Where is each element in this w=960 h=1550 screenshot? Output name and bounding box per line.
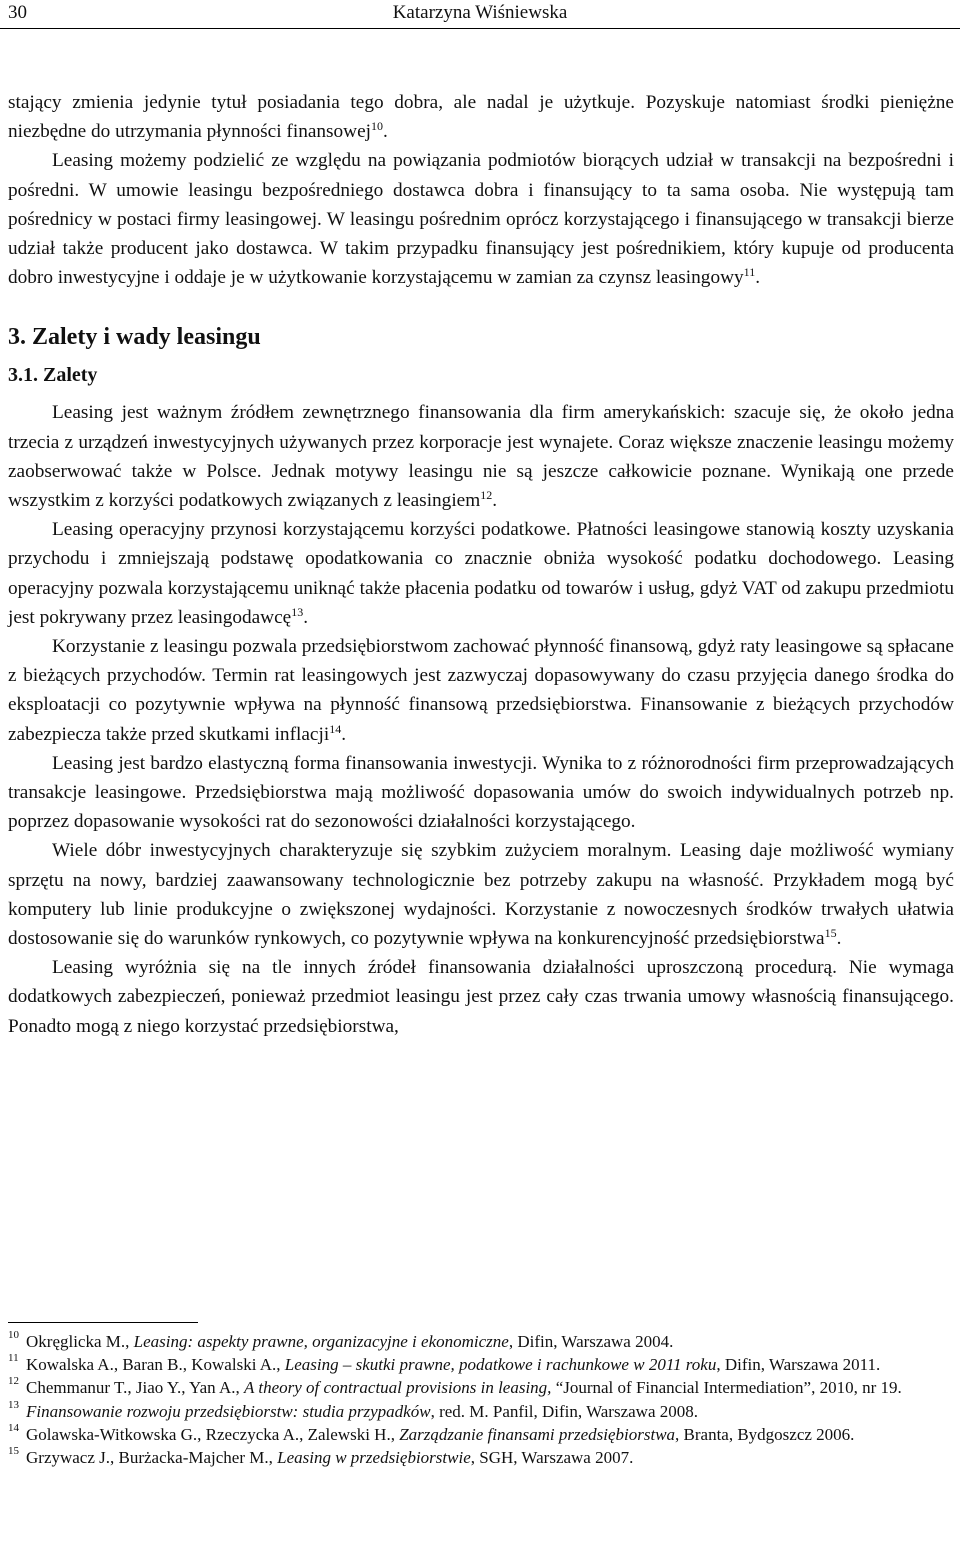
- footnote-number: 10: [8, 1329, 19, 1341]
- footnote: 15 Grzywacz J., Burżacka-Majcher M., Leasing w przedsiębiorstwie, SGH, Warszawa 2007.: [8, 1446, 954, 1469]
- footnote: 13 Finansowanie rozwoju przedsiębiorstw: studia przypadków, red. M. Panfil, Difin, Warszawa 2008.: [8, 1400, 954, 1423]
- footnote-title: Leasing – skutki prawne, podatkowe i rachunkowe w 2011 roku: [284, 1355, 717, 1375]
- page-number: 30: [8, 2, 27, 23]
- paragraph: stający zmienia jedynie tytuł posiadania tego dobra, ale nadal je użytkuje. Pozyskuje natomiast środki pieniężne niezbędne do utrzymania płynności finansowej$^{10}$.: [8, 92, 954, 143]
- footnote-number: 13: [8, 1398, 19, 1411]
- paragraph: Leasing możemy podzielić ze względu na powiązania podmiotów biorących udział w transakcji na bezpośredni i pośredni. W umowie leasingu bezpośredniego dostawca dobra i finansujący to ta sama osoba. Nie występują tam pośrednicy w postaci firmy leasingowej. W leasingu pośrednim oprócz korzystającego i finansującego w transakcji bierze udział także producent jako dostawca. W takim przypadku finansujący jest pośrednikiem, który kupuje od producenta dobro inwestycyjne i oddaje je w użytkowanie korzystającemu w zamian za czynsz leasingowy$^{11}$.: [8, 150, 954, 289]
- footnote: 11 Kowalska A., Baran B., Kowalski A., Leasing – skutki prawne, podatkowe i rachunkowe w 2011 roku, Difin, Warszawa 2011.: [8, 1353, 954, 1376]
- subsection-heading: 3.1. Zalety: [8, 364, 98, 387]
- paragraph: Leasing operacyjny przynosi korzystającemu korzyści podatkowe. Płatności leasingowe stanowią koszty uzyskania przychodu i zmniejszają podstawę opodatkowania co znacznie obniża wysokość podatku dochodowego. Leasing operacyjny pozwala korzystającemu uniknąć także płacenia podatku od towarów i usług, gdyż VAT od zakupu przedmiotu jest pokrywany przez leasingodawcę$^{13}$.: [8, 519, 954, 628]
- footnote-separator: [8, 1322, 198, 1323]
- footnote-ref[interactable]: 12: [480, 488, 493, 503]
- footnote: 10 Okręglicka M., Leasing: aspekty prawne, organizacyjne i ekonomiczne, Difin, Warszawa 2004.: [8, 1330, 954, 1353]
- paragraph: Leasing jest bardzo elastyczną forma finansowania inwestycji. Wynika to z różnorodności firm przeprowadzających transakcje leasingowe. Przedsiębiorstwa mają możliwość dopasowania umów do swoich indywidualnych potrzeb np. poprzez dopasowanie wysokości rat do sezonowości działalności korzystającego.: [8, 752, 954, 833]
- running-head-author: Katarzyna Wiśniewska: [392, 2, 568, 23]
- footnote: 14 Golawska-Witkowska G., Rzeczycka A., Zalewski H., Zarządzanie finansami przedsiębiorstwa, Branta, Bydgoszcz 2006.: [8, 1423, 954, 1446]
- footnote-title: Leasing: aspekty prawne, organizacyjne i ekonomiczne: [133, 1332, 509, 1351]
- paragraph: Korzystanie z leasingu pozwala przedsiębiorstwom zachować płynność finansową, gdyż raty leasingowe są spłacane z bieżących przychodów. Termin rat leasingowych jest zazwyczaj dopasowywany do czasu przyjęcia danego środka do eksploatacji co pozytywnie wpływa na płynność finansową przedsiębiorstwa. Finansowanie z bieżących przychodów zabezpiecza także przed skutkami inflacji$^{14}$.: [8, 636, 954, 745]
- footnote-title: A theory of contractual provisions in leasing,: [244, 1378, 552, 1398]
- footnote-ref[interactable]: 13: [291, 604, 304, 619]
- footnote-ref[interactable]: 14: [329, 721, 342, 736]
- main-text: [8, 88, 954, 1041]
- footnote-number: 14: [8, 1421, 19, 1434]
- footnote: 12 Chemmanur T., Jiao Y., Yan A., A theory of contractual provisions in leasing, “Journal of Financial Intermediation”, 2010, nr 19.: [8, 1376, 954, 1399]
- footnote-ref[interactable]: 15: [824, 926, 837, 941]
- footnote-number: 11: [8, 1352, 19, 1365]
- footnote-number: 12: [8, 1375, 19, 1388]
- page-header: [0, 0, 960, 29]
- footnotes: [8, 1330, 954, 1469]
- paragraph: Wiele dóbr inwestycyjnych charakteryzuje się szybkim zużyciem moralnym. Leasing daje możliwość wymiany sprzętu na nowy, bardziej zaawansowany technologicznie bez potrzeby zakupu na własność. Przykładem mogą być komputery lub linie produkcyjne o zwiększonej wydajności. Korzystanie z nowoczesnych środków trwałych ułatwia dostosowanie się do warunków rynkowych, co pozytywnie wpływa na konkurencyjność przedsiębiorstwa$^{15}$.: [8, 840, 954, 950]
- footnote-title: Finansowanie rozwoju przedsiębiorstw: studia przypadków: [26, 1401, 431, 1421]
- footnote-ref[interactable]: 10: [371, 119, 384, 134]
- paragraph: Leasing jest ważnym źródłem zewnętrznego finansowania dla firm amerykańskich: szacuje się, że około jedna trzecia z urządzeń inwestycyjnych używanych przez korporacje jest wynajete. Coraz większe znaczenie leasingu możemy zaobserwować także w Polsce. Jednak motywy leasingu nie są jeszcze całkowicie poznane. Wynikają one przede wszystkim z korzyści podatkowych związanych z leasingiem$^{12}$.: [8, 402, 954, 512]
- footnote-title: Leasing w przedsiębiorstwie: [277, 1448, 471, 1468]
- footnote-number: 15: [8, 1445, 19, 1458]
- section-heading: 3. Zalety i wady leasingu: [8, 324, 261, 351]
- footnote-ref[interactable]: 11: [743, 265, 756, 280]
- footnote-title: Zarządzanie finansami przedsiębiorstwa: [399, 1424, 676, 1444]
- paragraph: Leasing wyróżnia się na tle innych źródeł finansowania działalności uproszczoną procedurą. Nie wymaga dodatkowych zabezpieczeń, ponieważ przedmiot leasingu jest przez cały czas trwania umowy własnością finansującego. Ponadto mogą z niego korzystać przedsiębiorstwa,: [8, 957, 954, 1037]
